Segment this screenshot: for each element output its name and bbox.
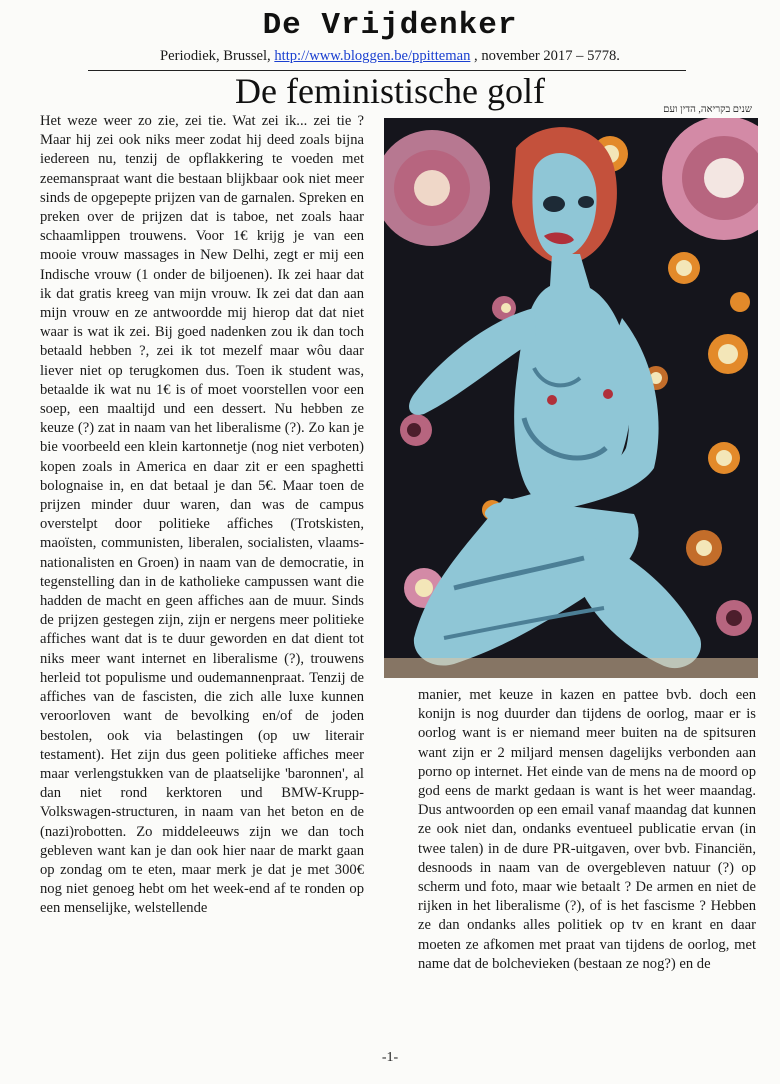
newsletter-title: De Vrijdenker xyxy=(262,8,518,43)
publication-place: Periodiek, Brussel, xyxy=(160,48,275,64)
article-body-left-column: Het weze weer zo zie, zei tie. Wat zei ik... zei tie ? Maar hij zei ook niks meer zodat hij deed zoals bijna iedereen nu, tenzij de opflakkering te voeden met zeemanspraat want die bestaan blijkbaar ook niet meer sinds de opgepepte prijzen van de garnalen. Spreken en preken over de prijzen dat is taboe, net zoals haar schaamlippen trouwens. Voor 1€ krijg je van een mooie vrouw massages in New Delhi, zegt er mij een Indische vrouw (1 onder de biljoenen). Ik zei haar dat ik dat gratis kreeg van mijn vrouw. Ik zei dat dan aan mijn vrouw en ze antwoordde mij hierop dat dat niet waar is wat ik zei. Bij goed nadenken zou ik dan toch betaald hebben ?, zei ik tot mezelf maar wôu daar liever niet op terugkomen dus. Toen ik student was, betaalde ik wat nu 1€ is of moet voorstellen voor een soep, een maaltijd und een dessert. Nu hebben ze keuze (?) zat in naam van het liberalisme (?). Zo kan je bie voorbeeld een klein kartonnetje (nog niet verboten) kopen zoals in America en daar zit er een spaghetti bolognaise in, en dat betaal je dan 5€. Maar toen de prijzen minder duur waren, dan was de campus overstelpt door politieke affiches (Trotskisten, maoïsten, communisten, liberalen, socialisten, vlaams-nationalisten en Groen) in naam van de democratie, in tegenstelling dan in de katholieke campussen want die hadden de macht en geen affiches aan de muur. Sinds de prijzen gestegen zijn, zijn er nergens meer politieke affiches want dat is te duur geworden en dat dient tot niks meer want internet en liberalisme (?), trouwens herleid tot populisme und oudemannenpraat. Tenzij de affiches van de fascisten, die zich alle luxe kunnen veroorloven want de bevolking en/of de joden bestolen, ook via belastingen (op uw literair testament). Het zijn dus geen politieke affiches meer maar verlengstukken van de plaatselijke 'baronnen', al dan niet rond kerktoren und BMW-Krupp-Volkswagen-structuren, in naam van het beton en de (nazi)robotten. Zo middeleeuws zijn we dan toch gebleven want kan je dan ook hier naar de markt gaan op zondag om te eten, maar merk je dat je met 300€ nog niet genoeg hebt om het week-end af te ronden op een menselijke, welstellende xyxy=(40,113,364,917)
painting-floor xyxy=(384,658,758,678)
publication-date: , november 2017 – 5778. xyxy=(470,48,620,64)
article-headline: De feministische golf xyxy=(235,71,545,111)
hebrew-note: שנים בקריאה, הדין ועם xyxy=(663,104,752,115)
page-number: -1- xyxy=(381,1050,399,1065)
painting-illustration xyxy=(384,118,758,678)
publication-info xyxy=(0,48,780,65)
article-body-right-column: manier, met keuze in kazen en pattee bvb. doch een konijn is nog duurder dan tijdens de oorlog, maar er is oorlog want is er niemand meer buiten na de spitsuren want zijn er 2 miljard mensen dagelijks verbonden aan porno op internet. Het einde van de mens na de moord op god eens de markt gedaan is want is het weer maandag. Dus antwoorden op een email vanaf maandag dat kunnen ze ook niet dan, ondanks eventueel publicatie ervan (in twee talen) in de dure PR-uitgaven, over bvb. Financiën, desnoods in naam van de overgebleven natuur (?) op scherm und foto, maar wie betaalt ? De armen en niet de rijken in het liberalisme (?), of is het fascisme ? Hebben ze dan ondanks alles politiek op tv en krant en daar moeten ze afkomen met praat van tijdens de oorlog, met name dat de bolchevieken (bestaan ze nog?) en de xyxy=(418,687,756,972)
blog-link[interactable]: http://www.bloggen.be/ppitteman xyxy=(274,48,471,64)
painting-canvas xyxy=(384,118,758,678)
